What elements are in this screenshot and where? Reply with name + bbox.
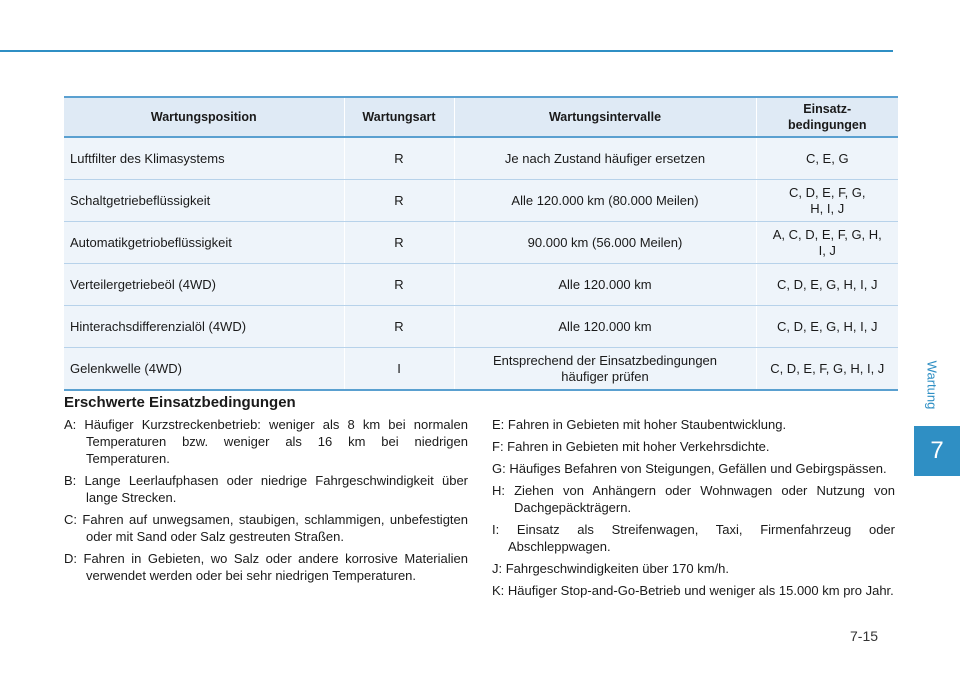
cell-type: R bbox=[344, 180, 454, 222]
table-row bbox=[64, 180, 898, 222]
table-row bbox=[64, 264, 898, 306]
cell-type: R bbox=[344, 222, 454, 264]
condition-item-i: I: Einsatz als Streifenwagen, Taxi, Firmenfahrzeug oder Abschleppwagen. bbox=[492, 522, 895, 554]
condition-item-j: J: Fahrgeschwindigkeiten über 170 km/h. bbox=[492, 561, 730, 576]
section-side-label bbox=[921, 355, 943, 415]
conditions-title: Erschwerte Einsatzbedingungen bbox=[64, 394, 296, 411]
condition-item-g: G: Häufiges Befahren von Steigungen, Gefällen und Gebirgspässen. bbox=[492, 461, 887, 476]
header-conditions: Einsatz- bedingungen bbox=[756, 97, 898, 137]
condition-item-b: B: Lange Leerlaufphasen oder niedrige Fahrgeschwindigkeit über lange Strecken. bbox=[64, 473, 468, 505]
cell-interval: Alle 120.000 km bbox=[454, 306, 756, 348]
cell-conditions: C, D, E, F, G, H, I, J bbox=[756, 348, 898, 391]
condition-item-a: A: Häufiger Kurzstreckenbetrieb: weniger als 8 km bei normalen Temperaturen bzw. weniger als 16 km bei niedrigen Temperaturen. bbox=[64, 417, 468, 466]
table-row bbox=[64, 137, 898, 180]
table-row bbox=[64, 306, 898, 348]
condition-item-c: C: Fahren auf unwegsamen, staubigen, schlammigen, unbefestigten oder mit Sand oder Salz gestreuten Straßen. bbox=[64, 512, 468, 544]
cell-interval: Alle 120.000 km (80.000 Meilen) bbox=[454, 180, 756, 222]
cell-interval: Entsprechend der Einsatzbedingungen häufiger prüfen bbox=[454, 348, 756, 391]
section-label-text: Wartung bbox=[924, 360, 940, 410]
cell-type: R bbox=[344, 264, 454, 306]
header-position: Wartungsposition bbox=[64, 97, 344, 137]
cell-position: Verteilergetriebeöl (4WD) bbox=[64, 264, 344, 306]
cell-interval: Alle 120.000 km bbox=[454, 264, 756, 306]
cell-position: Gelenkwelle (4WD) bbox=[64, 348, 344, 391]
header-type: Wartungsart bbox=[344, 97, 454, 137]
cell-conditions: C, D, E, G, H, I, J bbox=[756, 306, 898, 348]
cell-type: R bbox=[344, 306, 454, 348]
cell-position: Luftfilter des Klimasystems bbox=[64, 137, 344, 180]
conditions-left-column bbox=[64, 416, 468, 589]
cell-conditions: C, D, E, G, H, I, J bbox=[756, 264, 898, 306]
cell-conditions: C, D, E, F, G, H, I, J bbox=[756, 180, 898, 222]
cell-position: Schaltgetriebeflüssigkeit bbox=[64, 180, 344, 222]
table-row bbox=[64, 222, 898, 264]
top-rule bbox=[0, 50, 893, 52]
conditions-right-column bbox=[492, 416, 895, 604]
cell-conditions: A, C, D, E, F, G, H, I, J bbox=[756, 222, 898, 264]
header-interval: Wartungsintervalle bbox=[454, 97, 756, 137]
page-number: 7-15 bbox=[850, 628, 879, 644]
condition-item-d: D: Fahren in Gebieten, wo Salz oder andere korrosive Materialien verwendet werden oder bei sehr niedrigen Temperaturen. bbox=[64, 551, 468, 583]
cell-conditions: C, E, G bbox=[756, 137, 898, 180]
cell-type: I bbox=[344, 348, 454, 391]
condition-item-f: F: Fahren in Gebieten mit hoher Verkehrsdichte. bbox=[492, 439, 770, 454]
cell-position: Hinterachsdifferenzialöl (4WD) bbox=[64, 306, 344, 348]
cell-position: Automatikgetriobeflüssigkeit bbox=[64, 222, 344, 264]
cell-interval: 90.000 km (56.000 Meilen) bbox=[454, 222, 756, 264]
condition-item-k: K: Häufiger Stop-and-Go-Betrieb und weniger als 15.000 km pro Jahr. bbox=[492, 583, 894, 598]
cell-interval: Je nach Zustand häufiger ersetzen bbox=[454, 137, 756, 180]
condition-item-e: E: Fahren in Gebieten mit hoher Staubentwicklung. bbox=[492, 417, 787, 432]
cell-type: R bbox=[344, 137, 454, 180]
maintenance-table bbox=[64, 96, 898, 391]
table-row bbox=[64, 348, 898, 391]
chapter-number-tab: 7 bbox=[914, 426, 960, 476]
table-header-row bbox=[64, 97, 898, 137]
condition-item-h: H: Ziehen von Anhängern oder Wohnwagen oder Nutzung von Dachgepäckträgern. bbox=[492, 483, 895, 515]
